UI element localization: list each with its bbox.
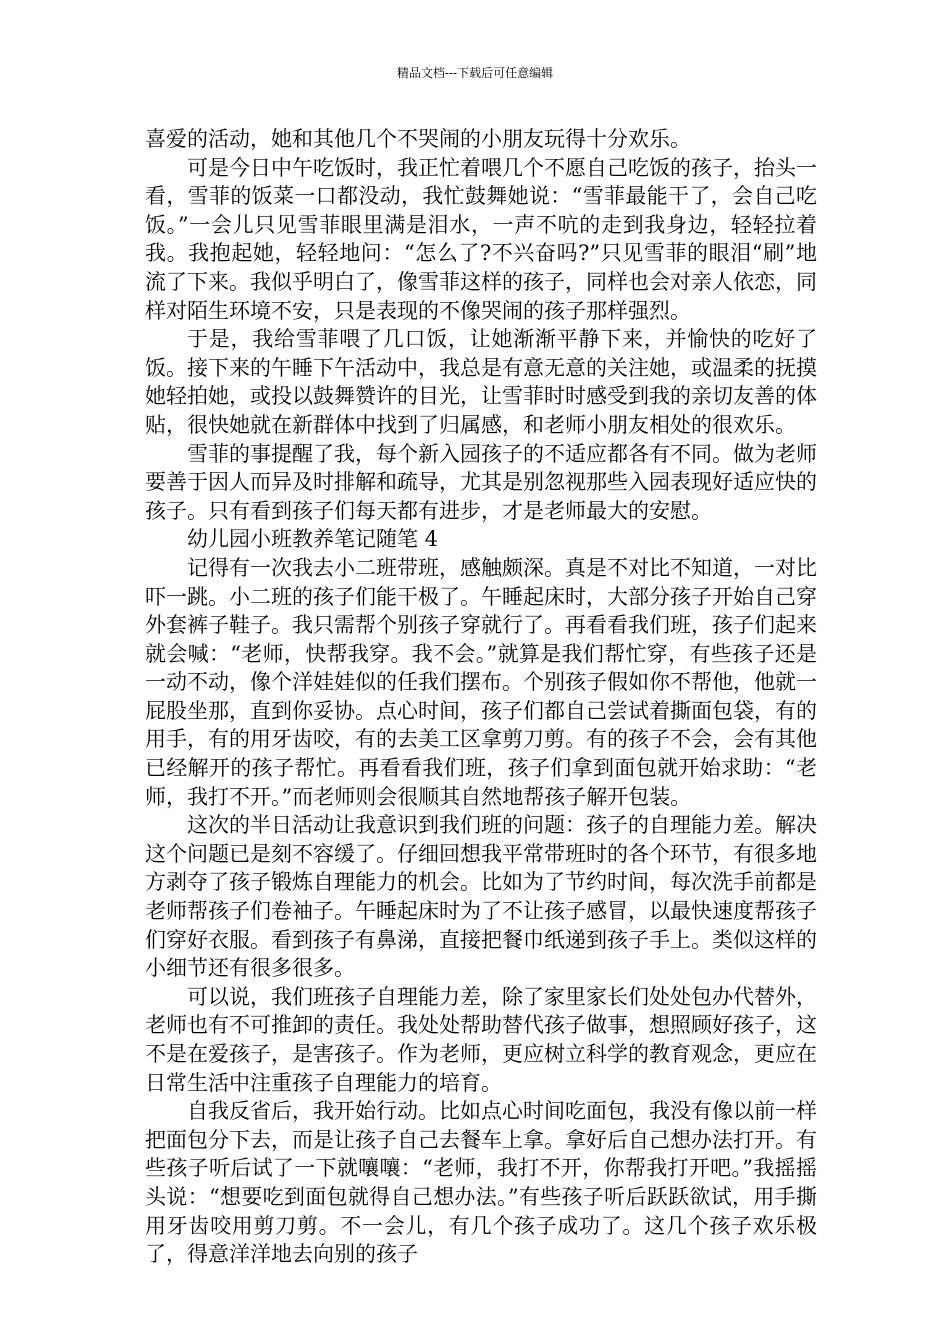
document-body (145, 125, 817, 1269)
paragraph-comforting: 于是，我给雪菲喂了几口饭，让她渐渐平静下来，并愉快的吃好了饭。接下来的午睡下午活动中，我总是有意无意的关注她，或温柔的抚摸她轻拍她，或投以鼓舞赞许的目光，让雪菲时时感受到我的亲切友善的体贴，很快她就在新群体中找到了归属感，和老师小朋友相处的很欢乐。 (145, 327, 817, 437)
page-header: 精品文档---下载后可任意编辑 (396, 66, 554, 80)
paragraph-responsibility: 可以说，我们班孩子自理能力差，除了家里家长们处处包办代替外，老师也有不可推卸的责任。我处处帮助替代孩子做事，想照顾好孩子，这不是在爱孩子，是害孩子。作为老师，更应树立科学的教育观念，更应在日常生活中注重孩子自理能力的培育。 (145, 984, 817, 1095)
paragraph-action: 自我反省后，我开始行动。比如点心时间吃面包，我没有像以前一样把面包分下去，而是让孩子自己去餐车上拿。拿好后自己想办法打开。有些孩子听后试了一下就嚷嚷：“老师，我打不开，你帮我打开吧。”我摇摇头说：“想要吃到面包就得自己想办法。”有些孩子听后跃跃欲试，用手撕用牙齿咬用剪刀剪。不一会儿，有几个孩子成功了。这几个孩子欢乐极了，得意洋洋地去向别的孩子 (145, 1099, 817, 1267)
paragraph-problem: 这次的半日活动让我意识到我们班的问题：孩子的自理能力差。解决这个问题已是刻不容缓了。仔细回想我平常带班时的各个环节，有很多地方剥夺了孩子锻炼自理能力的机会。比如为了节约时间，每次洗手前都是老师帮孩子们卷袖子。午睡起床时为了不让孩子感冒，以最快速度帮孩子们穿好衣服。看到孩子有鼻涕，直接把餐巾纸递到孩子手上。类似这样的小细节还有很多很多。 (145, 813, 817, 981)
paragraph-reflection: 雪菲的事提醒了我，每个新入园孩子的不适应都各有不同。做为老师要善于因人而异及时排解和疏导，尤其是别忽视那些入园表现好适应快的孩子。只有看到孩子们每天都有进步，才是老师最大的安慰。 (145, 441, 817, 523)
section-title: 幼儿园小班教养笔记随笔 4 (187, 527, 439, 552)
paragraph-class-comparison: 记得有一次我去小二班带班，感触颇深。真是不对比不知道，一对比吓一跳。小二班的孩子们能干极了。午睡起床时，大部分孩子开始自己穿外套裤子鞋子。我只需帮个别孩子穿就行了。再看看我们班，孩子们起来就会喊：“老师，快帮我穿。我不会。”就算是我们帮忙穿，有些孩子还是一动不动，像个洋娃娃似的任我们摆布。个别孩子假如你不帮他，他就一屁股坐那，直到你妥协。点心时间，孩子们都自己尝试着撕面包袋，有的用手，有的用牙齿咬，有的去美工区拿剪刀剪。有的孩子不会，会有其他已经解开的孩子帮忙。再看看我们班，孩子们拿到面包就开始求助：“老师，我打不开。”而老师则会很顺其自然地帮孩子解开包装。 (145, 555, 817, 809)
paragraph-lunch-story: 可是今日中午吃饭时，我正忙着喂几个不愿自己吃饭的孩子，抬头一看，雪菲的饭菜一口都没动，我忙鼓舞她说：“雪菲最能干了，会自己吃饭。”一会儿只见雪菲眼里满是泪水，一声不吭的走到我身边，轻轻拉着我。我抱起她，轻轻地问：“怎么了?不兴奋吗?”只见雪菲的眼泪“刷”地流了下来。我似乎明白了，像雪菲这样的孩子，同样也会对亲人依恋，同样对陌生环境不安，只是表现的不像哭闹的孩子那样强烈。 (145, 155, 817, 323)
paragraph-continuation: 喜爱的活动，她和其他几个不哭闹的小朋友玩得十分欢乐。 (145, 127, 691, 151)
